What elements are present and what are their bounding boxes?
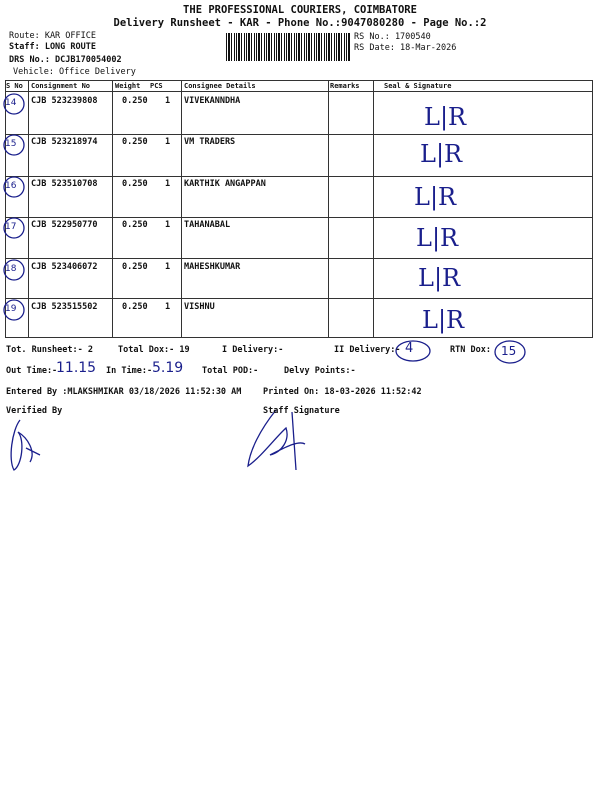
total-pod: Total POD:- xyxy=(202,366,259,376)
sno-value: 14 xyxy=(5,98,17,108)
verified-by-label: Verified By xyxy=(6,406,63,416)
table-row-weight: 0.250 xyxy=(122,302,148,312)
table-row-consignment: CJB 523515502 xyxy=(31,302,98,312)
in-time: In Time:- xyxy=(106,366,153,376)
staff-label: Staff: LONG ROUTE xyxy=(9,42,96,52)
tot-runsheet: Tot. Runsheet:- 2 xyxy=(6,345,93,355)
rtn-dox: RTN Dox: xyxy=(450,345,491,355)
table-row-weight: 0.250 xyxy=(122,96,148,106)
ii-delivery: II Delivery:- xyxy=(334,345,401,355)
table-row-pcs: 1 xyxy=(165,179,171,189)
table-row-weight: 0.250 xyxy=(122,220,148,230)
table-row-pcs: 1 xyxy=(165,220,171,230)
table-row-consignment: CJB 522950770 xyxy=(31,220,98,230)
table-row-pcs: 1 xyxy=(165,137,171,147)
col-header-seal: Seal & Signature xyxy=(384,82,452,90)
table-row-pcs: 1 xyxy=(165,262,171,272)
sno-value: 18 xyxy=(5,264,17,274)
printed-on: Printed On: 18-03-2026 11:52:42 xyxy=(263,387,422,397)
staff-signature-label: Staff Signature xyxy=(263,406,340,416)
table-row-consignee: VISHNU xyxy=(184,302,215,312)
col-header-consignee: Consignee Details xyxy=(184,82,256,90)
seal-mark: L|R xyxy=(416,224,459,252)
col-header-sno: S No xyxy=(6,82,23,90)
ii-delivery-value: 4 xyxy=(405,341,414,356)
staff-signature-scribble xyxy=(248,410,305,470)
table-row-consignee: VM TRADERS xyxy=(184,137,236,147)
drs-number: DRS No.: DCJB170054002 xyxy=(9,55,122,65)
seal-mark: L|R xyxy=(414,183,457,211)
col-header-remarks: Remarks xyxy=(330,82,360,90)
sno-value: 19 xyxy=(5,304,17,314)
vehicle-label: Vehicle: Office Delivery xyxy=(13,67,136,77)
total-dox: Total Dox:- 19 xyxy=(118,345,190,355)
table-row-consignee: MAHESHKUMAR xyxy=(184,262,241,272)
col-header-consignment: Consignment No xyxy=(31,82,91,90)
table-row-weight: 0.250 xyxy=(122,137,148,147)
table-row-consignment: CJB 523218974 xyxy=(31,137,98,147)
rtn-dox-value: 15 xyxy=(501,344,517,358)
table-row-consignment: CJB 523239808 xyxy=(31,96,98,106)
out-time: Out Time:- xyxy=(6,366,58,376)
runsheet-subtitle: Delivery Runsheet - KAR - Phone No.:9047080280 - Page No.:2 xyxy=(113,17,487,29)
table-row-consignment: CJB 523406072 xyxy=(31,262,98,272)
table-row-consignee: TAHANABAL xyxy=(184,220,231,230)
rs-date: RS Date: 18-Mar-2026 xyxy=(354,43,457,53)
entered-by: Entered By :MLAKSHMIKAR 03/18/2026 11:52:30 AM xyxy=(6,387,242,397)
i-delivery: I Delivery:- xyxy=(222,345,284,355)
company-title: THE PROFESSIONAL COURIERS, COIMBATORE xyxy=(183,4,417,16)
table-row-consignee: VIVEKANNDHA xyxy=(184,96,241,106)
sno-value: 17 xyxy=(5,222,17,232)
seal-mark: L|R xyxy=(418,264,461,292)
in-time-value: 5.19 xyxy=(152,360,184,376)
verified-signature xyxy=(11,420,40,470)
out-time-value: 11.15 xyxy=(56,360,97,376)
seal-mark: L|R xyxy=(420,140,463,168)
sno-value: 15 xyxy=(5,139,17,149)
route-label: Route: KAR OFFICE xyxy=(9,31,96,41)
col-header-pcs: PCS xyxy=(150,82,163,90)
table-row-weight: 0.250 xyxy=(122,179,148,189)
seal-mark: L|R xyxy=(422,306,465,334)
rs-number: RS No.: 1700540 xyxy=(354,32,431,42)
table-row-pcs: 1 xyxy=(165,96,171,106)
table-row-weight: 0.250 xyxy=(122,262,148,272)
seal-mark: L|R xyxy=(424,103,467,131)
col-header-weight: Weight xyxy=(115,82,141,90)
table-row-consignment: CJB 523510708 xyxy=(31,179,98,189)
table-row-consignee: KARTHIK ANGAPPAN xyxy=(184,179,266,189)
table-row-pcs: 1 xyxy=(165,302,171,312)
sno-value: 16 xyxy=(5,181,17,191)
delvy-points: Delvy Points:- xyxy=(284,366,356,376)
